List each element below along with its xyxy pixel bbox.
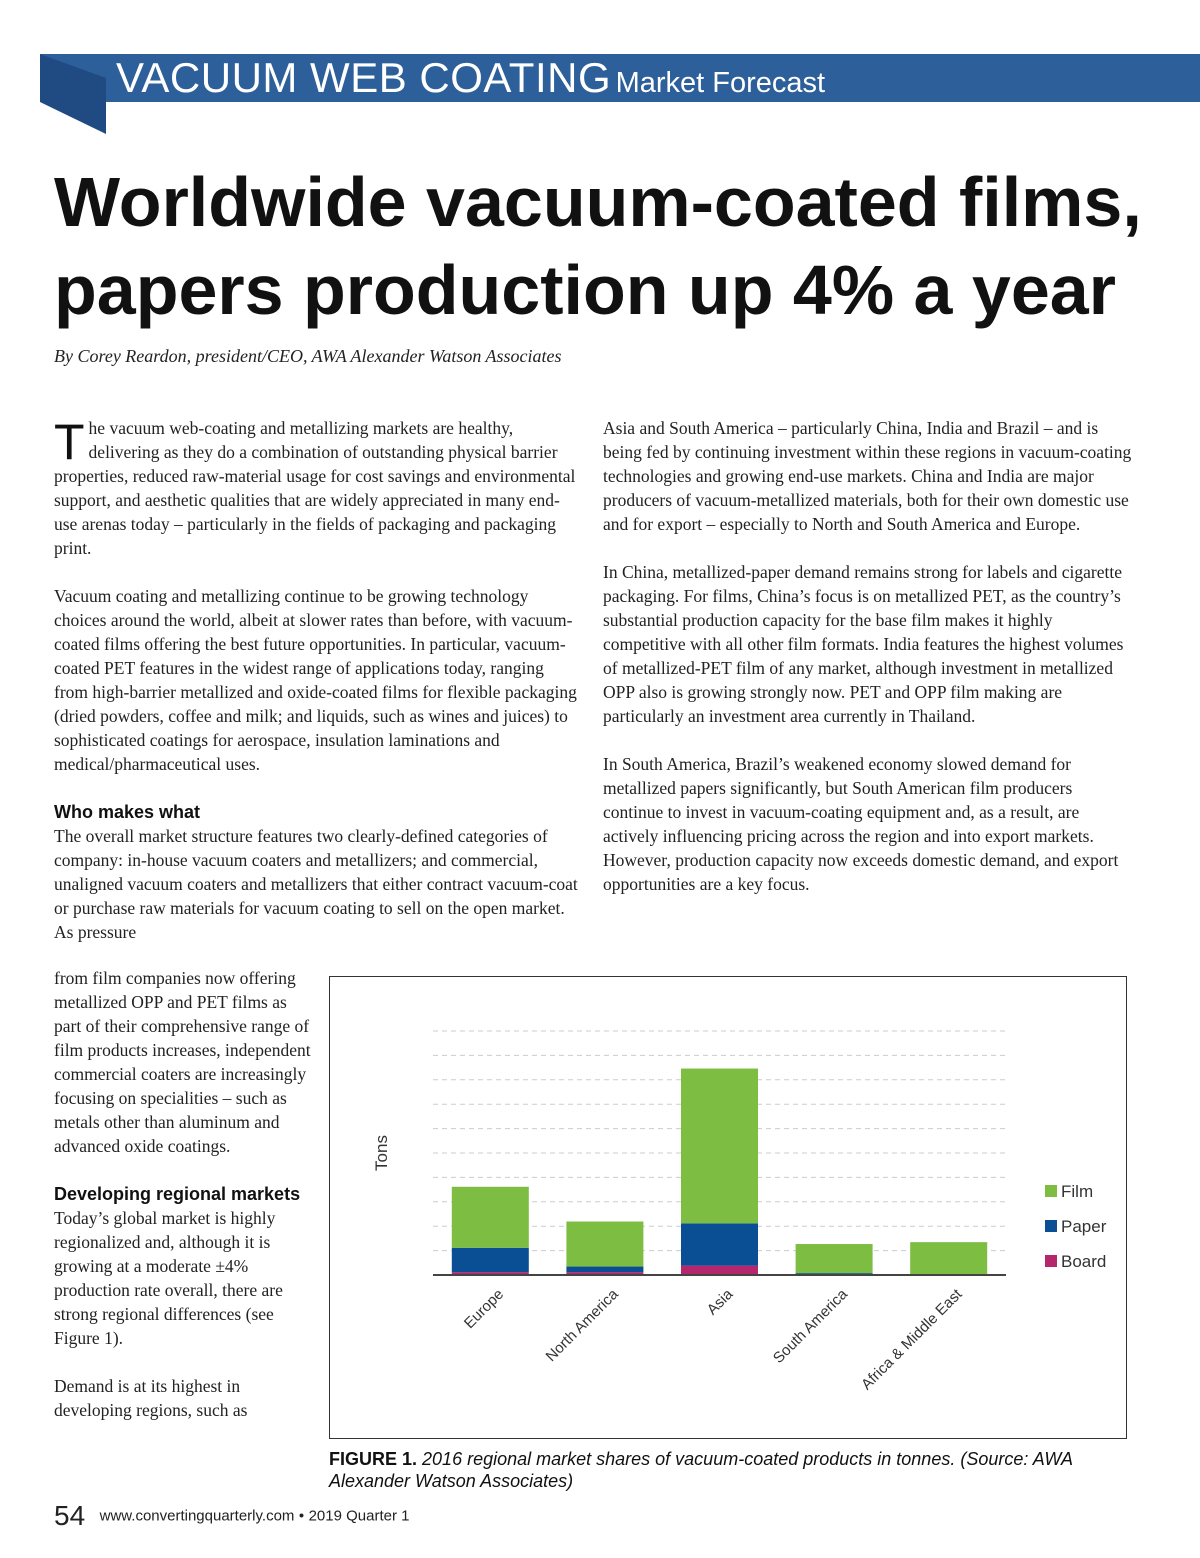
right-column <box>603 416 1133 920</box>
figure-label: FIGURE 1. <box>329 1449 418 1469</box>
page-number: 54 <box>54 1500 86 1531</box>
x-tick-label: Africa & Middle East <box>858 1285 966 1394</box>
page-footer <box>54 1500 409 1532</box>
y-axis-label: Tons <box>372 1135 391 1171</box>
legend-label-paper: Paper <box>1061 1217 1107 1236</box>
bar-chart <box>330 977 1126 1438</box>
bar-film <box>566 1222 643 1267</box>
section-subtitle: Market Forecast <box>615 67 826 99</box>
section-title: VACUUM WEB COATING <box>116 54 612 101</box>
x-tick-label: North America <box>542 1285 622 1366</box>
bar-film <box>910 1242 987 1274</box>
figure-caption <box>329 1448 1149 1492</box>
bar-film <box>681 1069 758 1224</box>
paragraph-market-structure-cont: from film companies now offering metallized OPP and PET films as part of their comprehensive range of film products increases, independent commercial coaters are increasingly focusing on specialities – such as metals other than aluminum and advanced oxide coatings. <box>54 968 311 1156</box>
paragraph-china: In China, metallized-paper demand remains strong for labels and cigarette packaging. For films, China’s focus is on metallized PET, as the country’s substantial production capacity for the base film makes it highly competitive with all other film formats. India features the highest volumes of metallized-PET film of any market, although investment in metallized OPP also is growing strongly now. PET and OPP film making are particularly an investment area currently in Thailand. <box>603 562 1124 726</box>
article-headline: Worldwide vacuum-coated films, papers production up 4% a year <box>54 163 1142 329</box>
section-banner-text <box>116 54 825 102</box>
x-tick-label: Asia <box>703 1285 737 1319</box>
bar-film <box>452 1187 529 1248</box>
article-byline: By Corey Reardon, president/CEO, AWA Alexander Watson Associates <box>54 346 562 366</box>
bar-paper <box>566 1267 643 1273</box>
figure-1-chart <box>329 976 1127 1439</box>
paragraph-intro <box>54 416 578 560</box>
bar-paper <box>681 1223 758 1265</box>
subhead-developing-markets: Developing regional markets <box>54 1184 301 1204</box>
footer-bullet: • <box>298 1507 305 1525</box>
paragraph-intro-text: he vacuum web-coating and metallizing markets are healthy, delivering as they do a combination of outstanding physical barrier properties, reduced raw-material usage for cost savings and environmental support, and aesthetic qualities that are widely appreciated in many end-use arenas today – particularly in the fields of packaging and packaging print. <box>54 418 576 558</box>
bar-board <box>681 1266 758 1275</box>
x-tick-label: Europe <box>460 1285 508 1333</box>
legend-label-board: Board <box>1061 1252 1107 1271</box>
left-column <box>54 416 578 944</box>
legend-swatch-paper <box>1045 1220 1057 1232</box>
bar-film <box>796 1244 873 1273</box>
paragraph-south-america: In South America, Brazil’s weakened economy slowed demand for metallized papers significantly, but South American film producers continue to invest in vacuum-coating equipment and, as a result, are actively influencing pricing across the region and into export markets. However, production capacity now exceeds domestic demand, and export opportunities are a key focus. <box>603 754 1119 894</box>
left-column-narrow <box>54 966 312 1446</box>
bar-paper <box>452 1248 529 1272</box>
paragraph-asia: Asia and South America – particularly China, India and Brazil – and is being fed by continuing investment within these regions in vacuum-coating technologies and growing end-use markets. China and India are major producers of vacuum-metallized materials, both for their own domestic use and for export – especially to North and South America and Europe. <box>603 418 1132 534</box>
drop-cap: T <box>54 414 85 470</box>
subhead-who-makes-what: Who makes what <box>54 802 201 822</box>
paragraph-demand: Demand is at its highest in developing regions, such as <box>54 1376 248 1420</box>
x-tick-label: South America <box>769 1285 851 1367</box>
paragraph-technology: Vacuum coating and metallizing continue to be growing technology choices around the world, albeit at slower rates than before, with vacuum-coated films offering the best future opportunities. In particular, vacuum-coated PET features in the widest range of applications today, ranging from high-barrier metallized and oxide-coated films for flexible packaging (dried powders, coffee and milk; and liquids, such as wines and juices) to sophisticated coatings for aerospace, insulation laminations and medical/pharmaceutical uses. <box>54 586 577 774</box>
legend-swatch-film <box>1045 1185 1057 1197</box>
figure-caption-text: 2016 regional market shares of vacuum-coated products in tonnes. (Source: AWA Alexander Watson Associates) <box>329 1449 1073 1491</box>
legend-swatch-board <box>1045 1255 1057 1267</box>
paragraph-market-structure: The overall market structure features two clearly-defined categories of company: in-house vacuum coaters and metallizers; and commercial, unaligned vacuum coaters and metallizers that either contract vacuum-coat or purchase raw materials for vacuum coating to sell on the open market. As pressure <box>54 826 578 942</box>
footer-issue: 2019 Quarter 1 <box>308 1507 410 1525</box>
legend-label-film: Film <box>1061 1182 1094 1201</box>
paragraph-regional: Today’s global market is highly regionalized and, although it is growing at a moderate ±4% production rate overall, there are strong regional differences (see Figure 1). <box>54 1208 283 1348</box>
footer-website: www.convertingquarterly.com <box>99 1507 295 1525</box>
